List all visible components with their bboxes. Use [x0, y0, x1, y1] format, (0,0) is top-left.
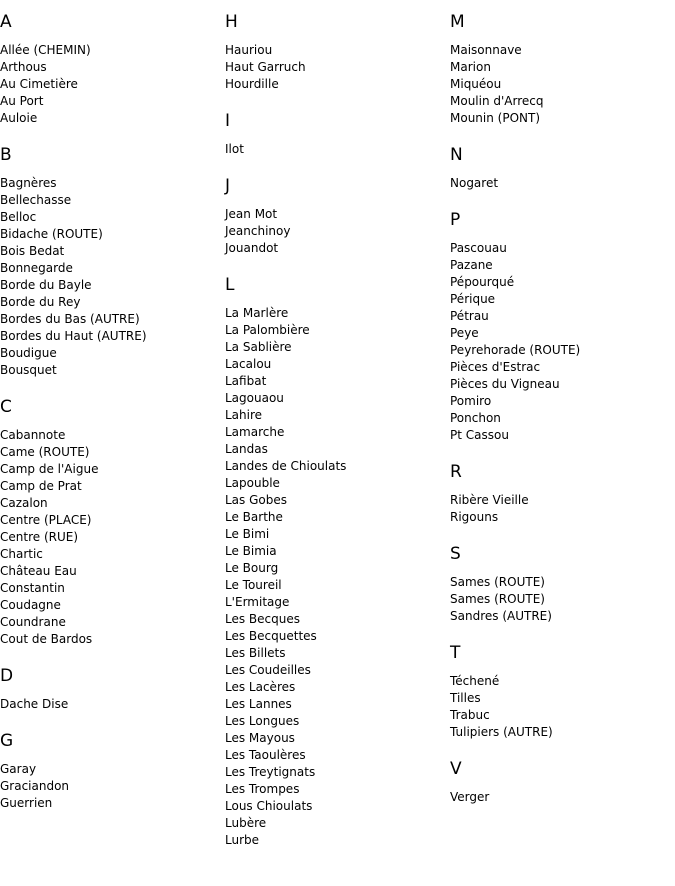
street-name: Trabuc	[450, 708, 490, 722]
street-name: Belloc	[0, 210, 37, 224]
street-name: Lamarche	[225, 425, 285, 439]
street-name: Jouandot	[225, 241, 279, 255]
street-name: Au Cimetière	[0, 77, 78, 91]
street-name: Marion	[450, 60, 491, 74]
street-name: Peyrehorade (ROUTE)	[450, 343, 581, 357]
street-list	[225, 42, 445, 93]
street-name: Les Mayous	[225, 731, 295, 745]
street-name: Jean Mot	[225, 207, 278, 221]
street-list	[450, 240, 670, 444]
street-name: Las Gobes	[225, 493, 287, 507]
street-name: Cabannote	[0, 428, 66, 442]
street-name: Pétrau	[450, 309, 489, 323]
street-name: Le Bimia	[225, 544, 277, 558]
street-name: Auloie	[0, 111, 38, 125]
street-name: Les Longues	[225, 714, 300, 728]
street-name: Moulin d'Arrecq	[450, 94, 544, 108]
street-list	[225, 141, 445, 158]
street-name: Mounin (PONT)	[450, 111, 541, 125]
street-list	[450, 42, 670, 127]
street-name: Hourdille	[225, 77, 279, 91]
street-name: Pépourqué	[450, 275, 515, 289]
street-name: Landas	[225, 442, 268, 456]
street-name: Hauriou	[225, 43, 273, 57]
street-name: Centre (PLACE)	[0, 513, 92, 527]
street-name: Pièces du Vigneau	[450, 377, 560, 391]
street-list	[450, 492, 670, 526]
street-name: Bagnères	[0, 176, 57, 190]
street-list	[450, 789, 670, 806]
street-name: Verger	[450, 790, 490, 804]
street-name: Cout de Bardos	[0, 632, 93, 646]
letter-section-b	[0, 145, 220, 379]
street-name: Peye	[450, 326, 479, 340]
street-name: Ponchon	[450, 411, 501, 425]
letter-heading: R	[450, 462, 462, 482]
street-name: Les Lacères	[225, 680, 296, 694]
street-name: Château Eau	[0, 564, 77, 578]
street-name: Coudagne	[0, 598, 61, 612]
letter-section-n	[450, 145, 670, 192]
street-name: Tilles	[450, 691, 481, 705]
street-name: Sames (ROUTE)	[450, 575, 545, 589]
letter-heading: D	[0, 666, 14, 686]
letter-section-r	[450, 462, 670, 526]
column-1	[0, 0, 220, 830]
street-name: Les Billets	[225, 646, 286, 660]
street-name: Lubère	[225, 816, 267, 830]
street-name: Les Treytignats	[225, 765, 316, 779]
street-name: Le Barthe	[225, 510, 283, 524]
letter-heading: N	[450, 145, 463, 165]
street-name: Les Coudeilles	[225, 663, 311, 677]
street-list	[450, 673, 670, 741]
street-name: Ilot	[225, 142, 244, 156]
street-name: Garay	[0, 762, 37, 776]
street-name: Lafibat	[225, 374, 267, 388]
letter-heading: T	[450, 643, 461, 663]
street-name: Bordes du Bas (AUTRE)	[0, 312, 140, 326]
letter-section-g	[0, 731, 220, 812]
street-name: Guerrien	[0, 796, 53, 810]
letter-section-t	[450, 643, 670, 741]
street-name: Pazane	[450, 258, 493, 272]
street-list	[225, 305, 445, 849]
letter-section-v	[450, 759, 670, 806]
letter-section-i	[225, 111, 445, 158]
street-list	[450, 574, 670, 625]
street-name: Lahire	[225, 408, 263, 422]
street-name: Chartic	[0, 547, 43, 561]
column-3	[450, 0, 670, 824]
street-name: Bellechasse	[0, 193, 72, 207]
letter-heading: A	[0, 12, 12, 32]
street-name: Miquéou	[450, 77, 502, 91]
street-name: Arthous	[0, 60, 47, 74]
street-name: Bonnegarde	[0, 261, 73, 275]
street-name: Pièces d'Estrac	[450, 360, 541, 374]
letter-heading: I	[225, 111, 231, 131]
street-name: Nogaret	[450, 176, 499, 190]
street-name: Borde du Rey	[0, 295, 81, 309]
street-name: Dache Dise	[0, 697, 69, 711]
street-list	[0, 761, 220, 812]
letter-section-j	[225, 176, 445, 257]
letter-section-h	[225, 12, 445, 93]
column-2	[225, 0, 445, 867]
street-name: Pomiro	[450, 394, 492, 408]
street-name: Rigouns	[450, 510, 499, 524]
street-name: Haut Garruch	[225, 60, 306, 74]
letter-section-d	[0, 666, 220, 713]
street-name: La Marlère	[225, 306, 289, 320]
street-name: Téchené	[450, 674, 500, 688]
letter-heading: J	[225, 176, 231, 196]
letter-heading: B	[0, 145, 12, 165]
street-name: Pascouau	[450, 241, 507, 255]
street-name: La Palombière	[225, 323, 310, 337]
street-name: Les Taoulères	[225, 748, 306, 762]
street-name: Le Toureil	[225, 578, 282, 592]
street-name: Borde du Bayle	[0, 278, 92, 292]
street-list	[0, 427, 220, 648]
street-name: Centre (RUE)	[0, 530, 79, 544]
letter-section-l	[225, 275, 445, 849]
street-name: Le Bimi	[225, 527, 270, 541]
street-name: Camp de Prat	[0, 479, 82, 493]
street-name: La Sablière	[225, 340, 292, 354]
street-name: Ribère Vieille	[450, 493, 529, 507]
letter-section-m	[450, 12, 670, 127]
letter-section-s	[450, 544, 670, 625]
street-name: Les Becquettes	[225, 629, 317, 643]
letter-section-p	[450, 210, 670, 444]
street-name: Tulipiers (AUTRE)	[450, 725, 553, 739]
street-name: Lous Chioulats	[225, 799, 313, 813]
street-name: Pt Cassou	[450, 428, 509, 442]
letter-heading: S	[450, 544, 461, 564]
street-name: Camp de l'Aigue	[0, 462, 99, 476]
street-name: Bordes du Haut (AUTRE)	[0, 329, 147, 343]
street-list	[0, 175, 220, 379]
street-name: Sames (ROUTE)	[450, 592, 545, 606]
street-name: Les Becques	[225, 612, 300, 626]
street-name: Sandres (AUTRE)	[450, 609, 552, 623]
street-name: Came (ROUTE)	[0, 445, 90, 459]
letter-heading: L	[225, 275, 235, 295]
street-list	[225, 206, 445, 257]
street-name: Les Lannes	[225, 697, 292, 711]
street-name: Périque	[450, 292, 496, 306]
street-name: Au Port	[0, 94, 44, 108]
street-name: Boudigue	[0, 346, 57, 360]
letter-heading: C	[0, 397, 12, 417]
street-name: Lacalou	[225, 357, 272, 371]
street-name: Bidache (ROUTE)	[0, 227, 103, 241]
letter-section-a	[0, 12, 220, 127]
street-name: Allée (CHEMIN)	[0, 43, 91, 57]
letter-heading: P	[450, 210, 461, 230]
street-list	[0, 42, 220, 127]
street-name: Constantin	[0, 581, 65, 595]
street-name: Graciandon	[0, 779, 70, 793]
letter-heading: G	[0, 731, 14, 751]
street-name: Lapouble	[225, 476, 280, 490]
letter-heading: V	[450, 759, 462, 779]
street-name: Bousquet	[0, 363, 57, 377]
street-name: Le Bourg	[225, 561, 279, 575]
street-list	[0, 696, 220, 713]
street-name: Cazalon	[0, 496, 48, 510]
street-name: Lagouaou	[225, 391, 284, 405]
street-name: Maisonnave	[450, 43, 522, 57]
letter-heading: M	[450, 12, 465, 32]
letter-heading: H	[225, 12, 238, 32]
street-name: L'Ermitage	[225, 595, 290, 609]
street-name: Bois Bedat	[0, 244, 65, 258]
street-name: Lurbe	[225, 833, 260, 847]
street-name: Jeanchinoy	[225, 224, 291, 238]
street-name: Landes de Chioulats	[225, 459, 347, 473]
street-list	[450, 175, 670, 192]
letter-section-c	[0, 397, 220, 648]
street-name: Coundrane	[0, 615, 66, 629]
street-name: Les Trompes	[225, 782, 300, 796]
